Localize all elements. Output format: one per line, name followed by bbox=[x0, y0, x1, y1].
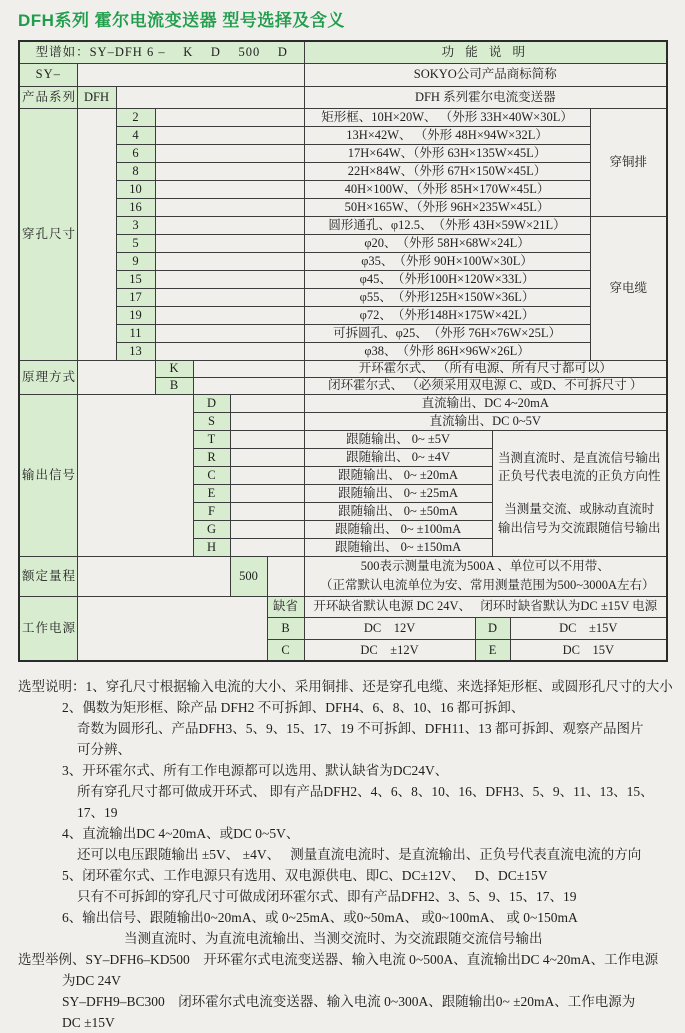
note-line: 输出信号为交流跟随信号输出 bbox=[498, 520, 661, 535]
size-desc: φ20、 （外形 58H×68W×24L） bbox=[304, 234, 590, 252]
power-code: E bbox=[475, 639, 510, 661]
principle-code: B bbox=[155, 377, 193, 394]
busbar-group-label: 穿铜排 bbox=[590, 108, 667, 216]
output-desc: 跟随输出、 0~ ±20mA bbox=[304, 466, 492, 484]
output-desc: 跟随输出、 0~ ±50mA bbox=[304, 502, 492, 520]
blank-cell bbox=[193, 377, 304, 394]
blank-cell bbox=[155, 144, 304, 162]
note-line: 可分辨、 bbox=[77, 742, 131, 757]
principle-desc: 闭环霍尔式、 （必须采用双电源 C、或D、不可拆尺寸 ） bbox=[304, 377, 667, 394]
blank-cell bbox=[155, 288, 304, 306]
size-section-label: 穿孔尺寸 bbox=[19, 108, 77, 360]
size-desc: φ38、 （外形 86H×96W×26L） bbox=[304, 342, 590, 360]
size-desc: φ45、 （外形100H×120W×33L） bbox=[304, 270, 590, 288]
output-desc: 跟随输出、 0~ ±100mA bbox=[304, 520, 492, 538]
output-code: G bbox=[193, 520, 230, 538]
size-desc: 22H×84W、（外形 67H×150W×45L） bbox=[304, 162, 590, 180]
power-desc: DC 15V bbox=[510, 639, 667, 661]
note-line: 所有穿孔尺寸都可做成开环式、 即有产品DFH2、4、6、8、10、16、DFH3、5、9、11、13、15、 bbox=[77, 784, 654, 799]
size-code: 11 bbox=[116, 324, 155, 342]
model-selection-table bbox=[18, 40, 668, 662]
range-desc bbox=[304, 556, 667, 596]
size-desc: φ72、 （外形148H×175W×42L） bbox=[304, 306, 590, 324]
range-section-label: 额定量程 bbox=[19, 556, 77, 596]
size-code: 16 bbox=[116, 198, 155, 216]
blank-cell bbox=[77, 63, 304, 86]
power-code: D bbox=[475, 617, 510, 639]
blank-cell bbox=[230, 448, 304, 466]
power-code: C bbox=[267, 639, 304, 661]
blank-cell bbox=[155, 234, 304, 252]
power-code: B bbox=[267, 617, 304, 639]
blank-cell bbox=[77, 108, 116, 360]
sy-desc: SOKYO公司产品商标简称 bbox=[304, 63, 667, 86]
blank-cell bbox=[155, 108, 304, 126]
blank-cell bbox=[155, 126, 304, 144]
series-label: 产品系列 bbox=[19, 86, 77, 108]
output-code: C bbox=[193, 466, 230, 484]
blank-cell bbox=[155, 342, 304, 360]
output-desc: 跟随输出、 0~ ±25mA bbox=[304, 484, 492, 502]
blank-cell bbox=[155, 324, 304, 342]
note-line: 还可以电压跟随输出 ±5V、 ±4V、 测量直流电流时、是直流输出、正负号代表直流电流的方向 bbox=[77, 847, 642, 862]
note-line: 正负号代表电流的正负方向性 bbox=[498, 469, 661, 484]
size-code: 13 bbox=[116, 342, 155, 360]
note-line: SY–DFH9–BC300 闭环霍尔式电流变送器、输入电流 0~300A、跟随输出0~ ±20mA、工作电源为 bbox=[62, 994, 636, 1009]
cable-group-label: 穿电缆 bbox=[590, 216, 667, 360]
size-code: 3 bbox=[116, 216, 155, 234]
blank-cell bbox=[155, 162, 304, 180]
range-desc-line: （正常默认电流单位为安、常用测量范围为500~3000A左右） bbox=[320, 578, 655, 592]
blank-cell bbox=[155, 306, 304, 324]
blank-cell bbox=[230, 538, 304, 556]
output-code: E bbox=[193, 484, 230, 502]
size-desc: 13H×42W、 （外形 48H×94W×32L） bbox=[304, 126, 590, 144]
note-line: 当测直流时、是直流信号输出 bbox=[498, 450, 661, 465]
note-line: DC ±15V bbox=[62, 1015, 115, 1030]
size-code: 10 bbox=[116, 180, 155, 198]
size-desc: φ35、 （外形 90H×100W×30L） bbox=[304, 252, 590, 270]
blank-cell bbox=[116, 86, 304, 108]
function-description-header: 功 能 说 明 bbox=[304, 41, 667, 63]
note-line: 17、19 bbox=[77, 805, 118, 820]
principle-desc: 开环霍尔式、 （所有电源、所有尺寸都可以） bbox=[304, 360, 667, 377]
size-code: 15 bbox=[116, 270, 155, 288]
note-line: 6、输出信号、跟随输出0~20mA、或 0~25mA、或0~50mA、 或0~100mA、 或 0~150mA bbox=[62, 910, 578, 925]
blank-cell bbox=[155, 198, 304, 216]
output-signal-note bbox=[492, 430, 667, 556]
blank-cell bbox=[155, 216, 304, 234]
note-line: 当测直流时、为直流电流输出、当测交流时、为交流跟随交流信号输出 bbox=[124, 931, 543, 946]
size-code: 17 bbox=[116, 288, 155, 306]
size-desc: 可拆圆孔、φ25、 （外形 76H×76W×25L） bbox=[304, 324, 590, 342]
note-line: 当测量交流、或脉动直流时 bbox=[504, 502, 655, 516]
blank-cell bbox=[77, 596, 267, 661]
note-line: 为DC 24V bbox=[62, 973, 121, 988]
output-code: F bbox=[193, 502, 230, 520]
blank-cell bbox=[230, 412, 304, 430]
range-code: 500 bbox=[230, 556, 267, 596]
note-line: 奇数为圆形孔、产品DFH3、5、9、15、17、19 不可拆卸、DFH11、13 都可拆卸、观察产品图片 bbox=[77, 721, 644, 736]
size-code: 9 bbox=[116, 252, 155, 270]
power-desc: DC 12V bbox=[304, 617, 475, 639]
blank-cell bbox=[230, 520, 304, 538]
model-spectrum-header: 型谱如：SY–DFH 6 – K D 500 D bbox=[19, 41, 304, 63]
note-line: 3、开环霍尔式、所有工作电源都可以选用、默认缺省为DC24V、 bbox=[62, 763, 449, 778]
output-desc: 直流输出、DC 4~20mA bbox=[304, 394, 667, 412]
blank-cell bbox=[77, 394, 193, 556]
size-desc: φ55、 （外形125H×150W×36L） bbox=[304, 288, 590, 306]
output-code: S bbox=[193, 412, 230, 430]
blank-cell bbox=[155, 252, 304, 270]
series-code: DFH bbox=[77, 86, 116, 108]
note-line: 2、偶数为矩形框、除产品 DFH2 不可拆卸、DFH4、6、8、10、16 都可拆卸、 bbox=[62, 700, 525, 715]
size-desc: 40H×100W、（外形 85H×170W×45L） bbox=[304, 180, 590, 198]
blank-cell bbox=[155, 180, 304, 198]
page-title: DFH系列 霍尔电流变送器 型号选择及含义 bbox=[18, 11, 345, 30]
output-desc: 跟随输出、 0~ ±150mA bbox=[304, 538, 492, 556]
output-code: R bbox=[193, 448, 230, 466]
output-code: T bbox=[193, 430, 230, 448]
size-desc: 17H×64W、（外形 63H×135W×45L） bbox=[304, 144, 590, 162]
size-code: 4 bbox=[116, 126, 155, 144]
note-line: 选型举例、SY–DFH6–KD500 开环霍尔式电流变送器、输入电流 0~500A、直流输出DC 4~20mA、工作电源 bbox=[18, 952, 659, 967]
output-desc: 直流输出、DC 0~5V bbox=[304, 412, 667, 430]
principle-section-label: 原理方式 bbox=[19, 360, 77, 394]
power-default-desc: 开环缺省默认电源 DC 24V、 闭环时缺省默认为DC ±15V 电源 bbox=[304, 596, 667, 617]
power-section-label: 工作电源 bbox=[19, 596, 77, 661]
note-line: 只有不可拆卸的穿孔尺寸可做成闭环霍尔式、即有产品DFH2、3、5、9、15、17、19 bbox=[77, 889, 577, 904]
power-desc: DC ±15V bbox=[510, 617, 667, 639]
size-code: 6 bbox=[116, 144, 155, 162]
range-desc-line: 500表示测量电流为500A 、单位可以不用带、 bbox=[360, 558, 610, 573]
size-desc: 圆形通孔、φ12.5、 （外形 43H×59W×21L） bbox=[304, 216, 590, 234]
size-code: 8 bbox=[116, 162, 155, 180]
output-desc: 跟随输出、 0~ ±4V bbox=[304, 448, 492, 466]
size-code: 5 bbox=[116, 234, 155, 252]
blank-cell bbox=[230, 394, 304, 412]
output-code: D bbox=[193, 394, 230, 412]
blank-cell bbox=[230, 484, 304, 502]
blank-cell bbox=[230, 502, 304, 520]
power-desc: DC ±12V bbox=[304, 639, 475, 661]
size-desc: 矩形框、10H×20W、 （外形 33H×40W×30L） bbox=[304, 108, 590, 126]
blank-cell bbox=[77, 556, 230, 596]
size-code: 2 bbox=[116, 108, 155, 126]
size-code: 19 bbox=[116, 306, 155, 324]
blank-cell bbox=[230, 430, 304, 448]
blank-cell bbox=[77, 360, 155, 394]
output-section-label: 输出信号 bbox=[19, 394, 77, 556]
blank-cell bbox=[155, 270, 304, 288]
size-desc: 50H×165W、（外形 96H×235W×45L） bbox=[304, 198, 590, 216]
blank-cell bbox=[230, 466, 304, 484]
blank-cell bbox=[193, 360, 304, 377]
output-code: H bbox=[193, 538, 230, 556]
note-line: 5、闭环霍尔式、工作电源只有选用、双电源供电、即C、DC±12V、 D、DC±15V bbox=[62, 868, 548, 883]
principle-code: K bbox=[155, 360, 193, 377]
output-desc: 跟随输出、 0~ ±5V bbox=[304, 430, 492, 448]
note-line: 4、直流输出DC 4~20mA、或DC 0~5V、 bbox=[62, 826, 300, 841]
series-desc: DFH 系列霍尔电流变送器 bbox=[304, 86, 667, 108]
power-default-code: 缺省 bbox=[267, 596, 304, 617]
sy-label: SY– bbox=[19, 63, 77, 86]
selection-notes bbox=[0, 676, 685, 1033]
note-gap bbox=[495, 486, 665, 500]
blank-cell bbox=[267, 556, 304, 596]
note-line: 选型说明：1、穿孔尺寸根据输入电流的大小、采用铜排、还是穿孔电缆、来选择矩形框、或圆形孔尺寸的大小 bbox=[18, 679, 673, 694]
